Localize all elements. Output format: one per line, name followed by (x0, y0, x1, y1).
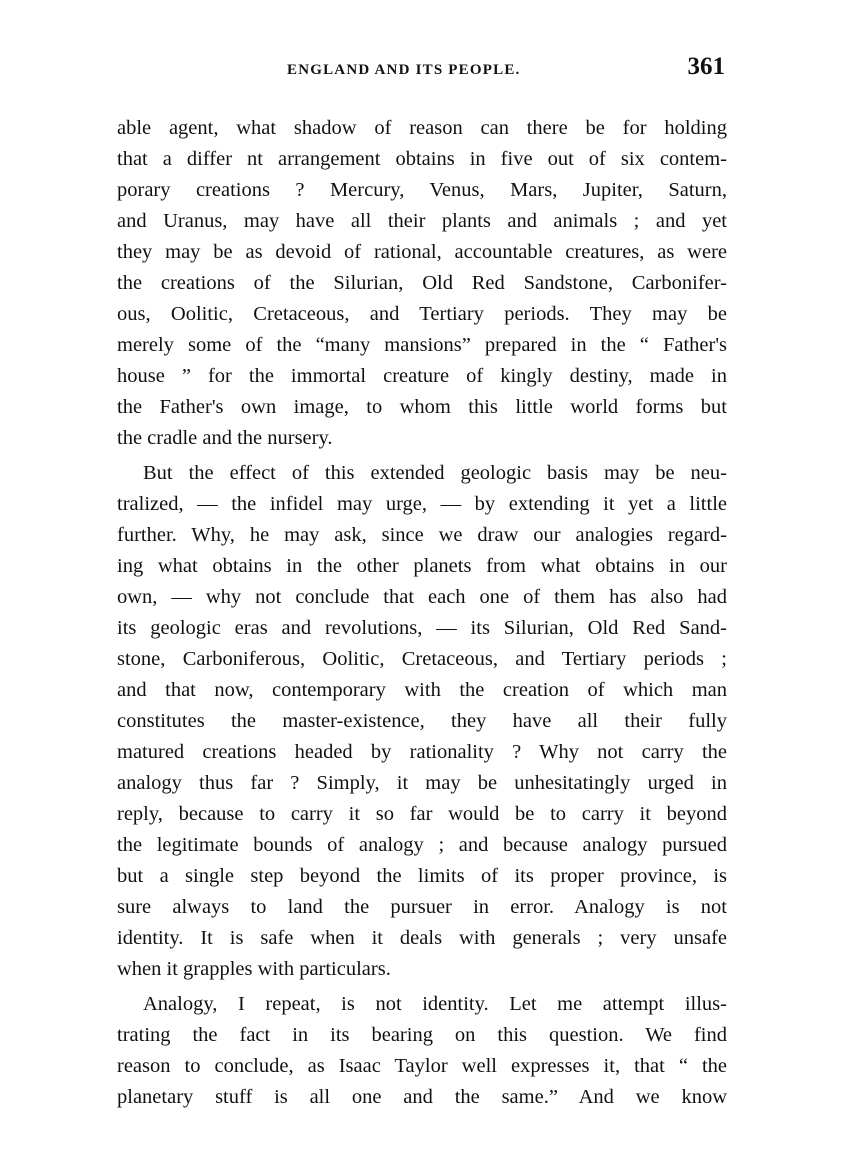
text-line: tralized, — the infidel may urge, — by extending it yet a little (117, 493, 727, 515)
text-line: Analogy, I repeat, is not identity. Let me attempt illus- (143, 993, 727, 1015)
text-line: But the effect of this extended geologic basis may be neu- (143, 462, 727, 484)
text-line: matured creations headed by rationality ? Why not carry the (117, 741, 727, 763)
text-line: ing what obtains in the other planets from what obtains in our (117, 555, 727, 577)
text-line: analogy thus far ? Simply, it may be unhesitatingly urged in (117, 772, 727, 794)
paragraph (117, 458, 727, 985)
text-line: the Father's own image, to whom this little world forms but (117, 396, 727, 418)
text-line: when it grapples with particulars. (117, 958, 391, 980)
running-head (117, 50, 727, 84)
text-line: own, — why not conclude that each one of them has also had (117, 586, 727, 608)
text-line: reason to conclude, as Isaac Taylor well expresses it, that “ the (117, 1055, 727, 1077)
text-line: but a single step beyond the limits of its proper province, is (117, 865, 727, 887)
text-line: constitutes the master-existence, they have all their fully (117, 710, 727, 732)
text-line: the cradle and the nursery. (117, 427, 333, 449)
text-line: and that now, contemporary with the creation of which man (117, 679, 727, 701)
text-line: merely some of the “many mansions” prepared in the “ Father's (117, 334, 727, 356)
text-line: ous, Oolitic, Cretaceous, and Tertiary periods. They may be (117, 303, 727, 325)
text-line: the legitimate bounds of analogy ; and because analogy pursued (117, 834, 727, 856)
body-text (117, 113, 727, 1113)
text-line: they may be as devoid of rational, accountable creatures, as were (117, 241, 727, 263)
text-line: its geologic eras and revolutions, — its Silurian, Old Red Sand- (117, 617, 727, 639)
text-line: reply, because to carry it so far would be to carry it beyond (117, 803, 727, 825)
text-line: house ” for the immortal creature of kingly destiny, made in (117, 365, 727, 387)
text-line: further. Why, he may ask, since we draw our analogies regard- (117, 524, 727, 546)
text-line: stone, Carboniferous, Oolitic, Cretaceous, and Tertiary periods ; (117, 648, 727, 670)
page-number: 361 (687, 53, 725, 80)
text-line: able agent, what shadow of reason can there be for holding (117, 117, 727, 139)
text-line: the creations of the Silurian, Old Red Sandstone, Carbonifer- (117, 272, 727, 294)
paragraph (117, 989, 727, 1113)
text-line: identity. It is safe when it deals with generals ; very unsafe (117, 927, 727, 949)
text-line: and Uranus, may have all their plants and animals ; and yet (117, 210, 727, 232)
text-line: trating the fact in its bearing on this question. We find (117, 1024, 727, 1046)
paragraph (117, 113, 727, 454)
text-line: sure always to land the pursuer in error. Analogy is not (117, 896, 727, 918)
text-line: porary creations ? Mercury, Venus, Mars, Jupiter, Saturn, (117, 179, 727, 201)
text-line: planetary stuff is all one and the same.” And we know (117, 1086, 727, 1108)
running-title: ENGLAND AND ITS PEOPLE. (287, 62, 521, 78)
text-line: that a differ nt arrangement obtains in five out of six contem- (117, 148, 727, 170)
